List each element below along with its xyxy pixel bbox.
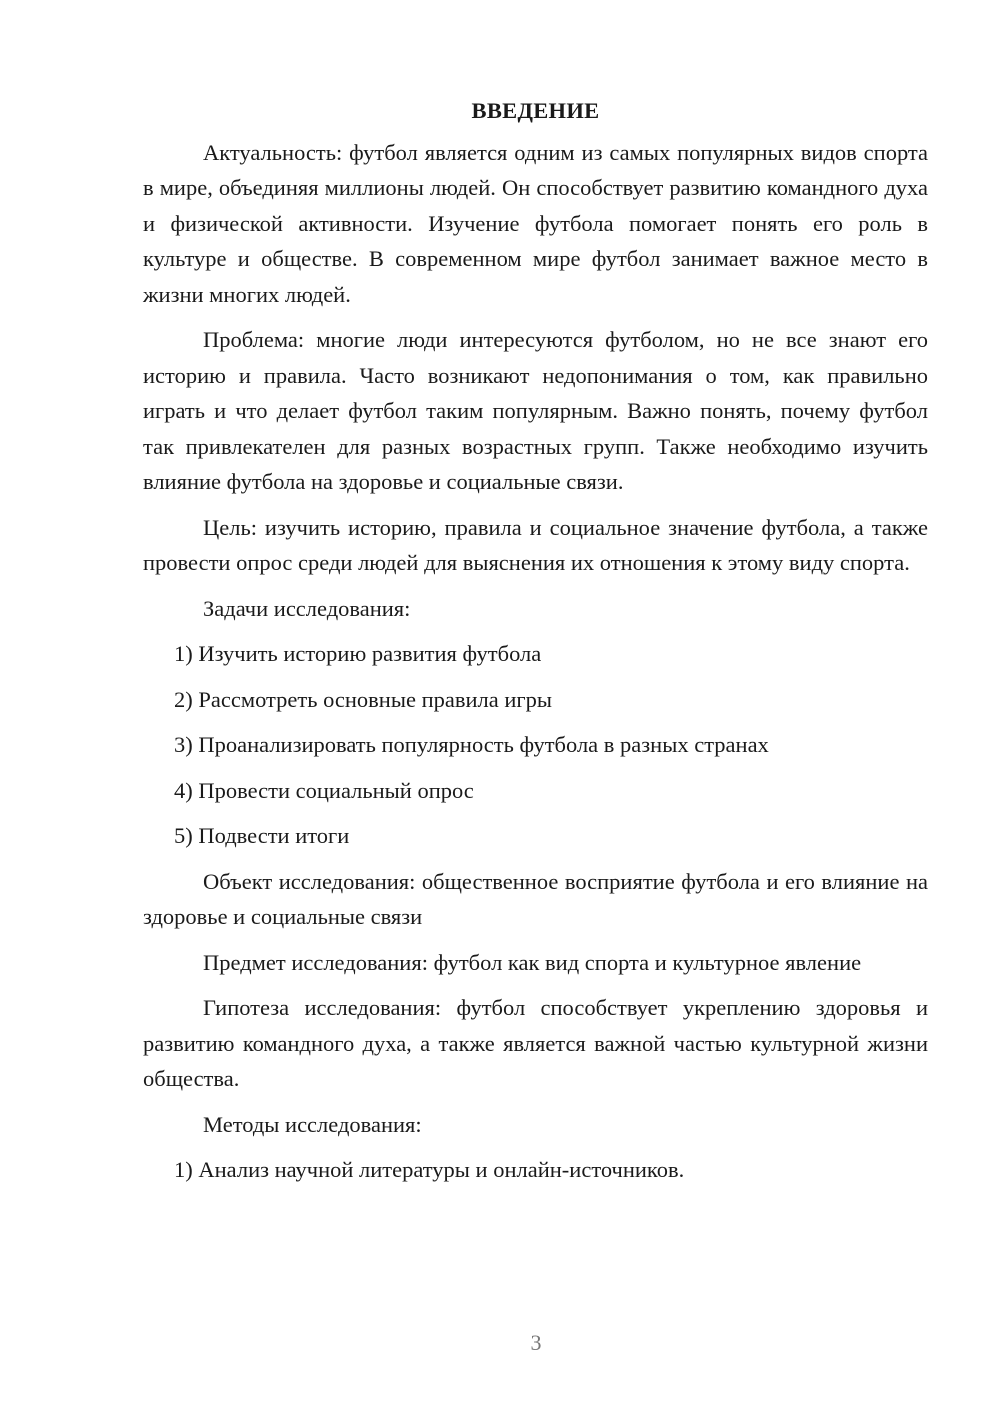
object-paragraph: Объект исследования: общественное восприятие футбола и его влияние на здоровье и социальные связи — [143, 868, 928, 929]
list-item: 4) Провести социальный опрос — [174, 777, 474, 803]
hypothesis-paragraph: Гипотеза исследования: футбол способствует укреплению здоровья и развитию командного духа, а также является важной частью культурной жизни общества. — [143, 995, 928, 1091]
tasks-heading: Задачи исследования: — [203, 595, 411, 621]
list-item: 3) Проанализировать популярность футбола в разных странах — [174, 732, 769, 757]
problem-paragraph: Проблема: многие люди интересуются футболом, но не все знают его историю и правила. Часто возникают недопонимания о том, как правильно играть и что делает футбол таким популярным. Важно понять, почему футбол так привлекателен для разных возрастных групп. Также необходимо изучить влияние футбола на здоровье и социальные связи. — [143, 327, 928, 494]
goal-paragraph: Цель: изучить историю, правила и социальное значение футбола, а также провести опрос среди людей для выяснения их отношения к этому виду спорта. — [143, 514, 928, 575]
relevance-paragraph: Актуальность: футбол является одним из самых популярных видов спорта в мире, объединяя миллионы людей. Он способствует развитию командного духа и физической активности. Изучение футбола помогает понять его роль в культуре и обществе. В современном мире футбол занимает важное место в жизни многих людей. — [143, 139, 928, 307]
tasks-list — [143, 636, 928, 854]
subject-paragraph: Предмет исследования: футбол как вид спорта и культурное явление — [203, 949, 862, 975]
document-page — [143, 93, 928, 1198]
methods-list — [143, 1152, 928, 1188]
page-number: 3 — [530, 1330, 542, 1355]
list-item: 2) Рассмотреть основные правила игры — [174, 686, 552, 712]
list-item: 1) Анализ научной литературы и онлайн-источников. — [174, 1157, 685, 1182]
list-item: 1) Изучить историю развития футбола — [174, 641, 542, 666]
list-item: 5) Подвести итоги — [174, 823, 350, 848]
methods-heading: Методы исследования: — [203, 1111, 422, 1137]
page-title: ВВЕДЕНИЕ — [471, 98, 600, 123]
